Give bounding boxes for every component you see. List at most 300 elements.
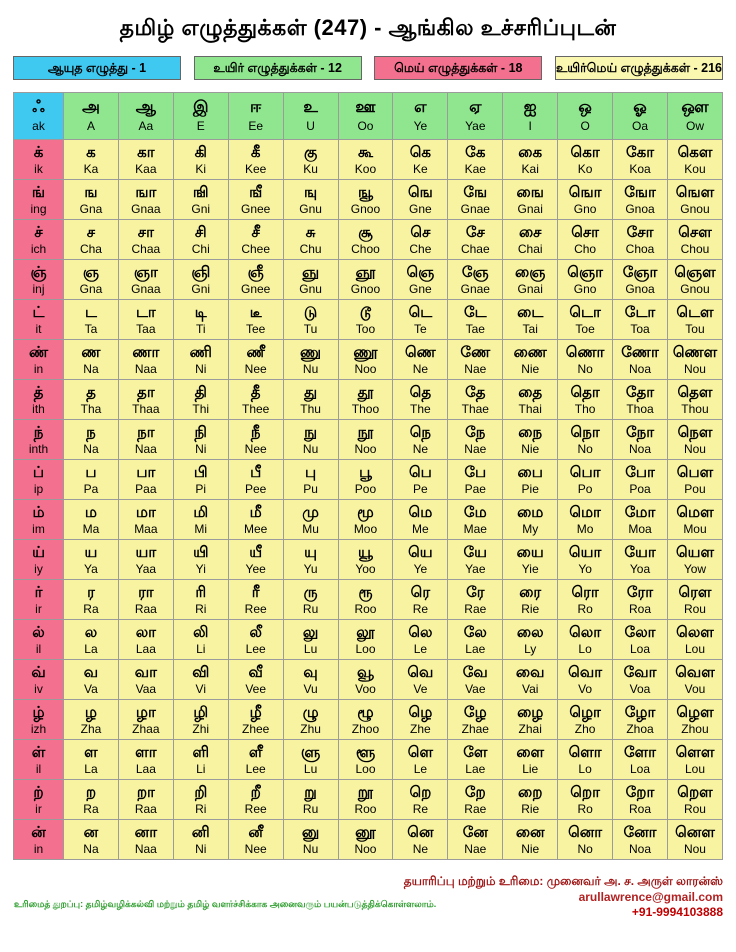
roman-transliteration: Naa (134, 362, 157, 377)
letter-cell (558, 700, 613, 740)
tamil-letter: ணொ (565, 343, 605, 361)
roman-transliteration: Vou (684, 682, 706, 697)
tamil-letter: ரொ (571, 583, 599, 601)
roman-transliteration: Gnee (240, 282, 271, 297)
vowel-header-cell (283, 93, 338, 140)
tamil-letter: ல (84, 623, 98, 641)
tamil-letter: ழு (302, 703, 319, 721)
roman-transliteration: Na (83, 442, 99, 457)
letter-cell (667, 780, 722, 820)
tamil-letter: க (86, 143, 96, 161)
letter-cell (558, 540, 613, 580)
vowel-header-cell (613, 93, 668, 140)
consonant-row (14, 540, 723, 580)
letter-cell (613, 580, 668, 620)
roman-transliteration: it (35, 322, 42, 337)
roman-transliteration: Ru (302, 602, 319, 617)
letter-cell (64, 260, 119, 300)
tamil-letter: லை (516, 623, 544, 641)
tamil-letter: கூ (357, 143, 373, 161)
letter-cell (338, 660, 393, 700)
tamil-letter: ளீ (248, 743, 263, 761)
roman-transliteration: in (33, 362, 44, 377)
letter-cell (283, 780, 338, 820)
roman-transliteration: Aa (138, 119, 154, 134)
roman-transliteration: ir (35, 802, 42, 817)
roman-transliteration: Zhe (410, 722, 431, 737)
letter-cell (667, 180, 722, 220)
letter-cell (228, 580, 283, 620)
tamil-letter: ஙா (135, 183, 157, 201)
tamil-letter: ஞீ (247, 263, 264, 281)
tamil-letter: ஙீ (249, 183, 263, 201)
tamil-letter: னூ (355, 823, 376, 841)
tamil-letter: மா (135, 503, 156, 521)
tamil-letter: மு (302, 503, 319, 521)
tamil-letter: நௌ (677, 423, 713, 441)
letter-cell (228, 540, 283, 580)
consonant-row (14, 620, 723, 660)
tamil-letter: ட (84, 303, 97, 321)
tamil-letter: ரீ (251, 583, 260, 601)
tamil-letter: வூ (357, 663, 374, 681)
roman-transliteration: Ki (195, 162, 207, 177)
letter-cell (613, 220, 668, 260)
roman-transliteration: Mee (244, 522, 268, 537)
tamil-letter: நு (304, 423, 318, 441)
tamil-letter: ழ (84, 703, 97, 721)
tamil-letter: ந் (33, 423, 44, 441)
letter-cell (558, 500, 613, 540)
letter-cell (338, 700, 393, 740)
vowel-header-cell (338, 93, 393, 140)
letter-cell (283, 300, 338, 340)
roman-transliteration: Zhae (461, 722, 489, 737)
letter-cell (448, 220, 503, 260)
vowel-header-cell (228, 93, 283, 140)
roman-transliteration: Choa (625, 242, 655, 257)
tamil-letter: தொ (570, 383, 600, 401)
consonant-header-cell (14, 620, 64, 660)
tamil-letter: வௌ (675, 663, 715, 681)
roman-transliteration: Thae (461, 402, 489, 417)
tamil-letter: னோ (623, 823, 657, 841)
tamil-letter: ல் (32, 623, 45, 641)
letter-cell (338, 300, 393, 340)
tamil-letter: றௌ (677, 783, 713, 801)
roman-transliteration: Rae (464, 602, 487, 617)
roman-transliteration: Ro (577, 602, 593, 617)
tamil-letter: ரு (303, 583, 318, 601)
letter-cell (393, 140, 448, 180)
tamil-letter: ழே (463, 703, 487, 721)
letter-cell (667, 300, 722, 340)
letter-cell (173, 380, 228, 420)
tamil-letter: இ (192, 99, 209, 117)
roman-transliteration: Vu (303, 682, 318, 697)
letter-cell (448, 820, 503, 860)
letter-cell (173, 220, 228, 260)
letter-cell (64, 180, 119, 220)
roman-transliteration: Kae (464, 162, 486, 177)
roman-transliteration: Zhaa (132, 722, 160, 737)
roman-transliteration: Gnee (240, 202, 271, 217)
roman-transliteration: Moo (353, 522, 378, 537)
roman-transliteration: Rou (683, 602, 706, 617)
roman-transliteration: A (86, 119, 95, 134)
tamil-letter: ஙை (516, 183, 544, 201)
roman-transliteration: Ra (83, 802, 99, 817)
letter-cell (228, 740, 283, 780)
roman-transliteration: Rie (521, 802, 540, 817)
letter-cell (118, 540, 173, 580)
roman-transliteration: Voo (355, 682, 376, 697)
roman-transliteration: Vee (245, 682, 267, 697)
tamil-letter: ஞெ (406, 263, 435, 281)
roman-transliteration: Roa (629, 602, 652, 617)
tamil-letter: சை (518, 223, 542, 241)
tamil-letter: மூ (357, 503, 374, 521)
tamil-letter: டொ (569, 303, 601, 321)
roman-transliteration: Gni (191, 282, 211, 297)
roman-transliteration: Gnou (680, 282, 710, 297)
tamil-letter: டா (135, 303, 156, 321)
tamil-letter: ப் (32, 463, 45, 481)
letter-cell (228, 260, 283, 300)
consonant-row (14, 660, 723, 700)
letter-cell (613, 140, 668, 180)
roman-transliteration: Rae (464, 802, 487, 817)
roman-transliteration: Nae (464, 442, 487, 457)
roman-transliteration: La (84, 642, 98, 657)
letter-cell (118, 260, 173, 300)
letter-cell (448, 340, 503, 380)
roman-transliteration: Nu (302, 362, 319, 377)
roman-transliteration: Choo (351, 242, 380, 257)
tamil-letter: வ (83, 663, 99, 681)
letter-cell (667, 340, 722, 380)
consonant-row (14, 700, 723, 740)
letter-cell (118, 180, 173, 220)
roman-transliteration: Poa (629, 482, 651, 497)
footer-credit-line: தயாரிப்பு மற்றும் உரிமை: முனைவர் அ. ச. அருள் லாரன்ஸ் (403, 874, 723, 888)
letter-cell (64, 620, 119, 660)
letter-cell (393, 660, 448, 700)
roman-transliteration: Zhou (681, 722, 709, 737)
letter-cell (503, 380, 558, 420)
roman-transliteration: Gnae (460, 202, 490, 217)
roman-transliteration: Taa (136, 322, 156, 337)
tamil-letter: வா (134, 663, 157, 681)
letter-cell (173, 180, 228, 220)
letter-cell (448, 620, 503, 660)
consonant-row (14, 420, 723, 460)
letter-cell (558, 420, 613, 460)
roman-transliteration: Nou (683, 362, 706, 377)
tamil-letter: டு (303, 303, 318, 321)
consonant-row (14, 820, 723, 860)
tamil-letter: மொ (569, 503, 601, 521)
letter-cell (448, 300, 503, 340)
consonant-header-cell (14, 500, 64, 540)
roman-transliteration: Ro (577, 802, 593, 817)
roman-transliteration: inj (32, 282, 45, 297)
tamil-letter: ஊ (355, 99, 376, 117)
tamil-letter: நோ (625, 423, 655, 441)
tamil-letter: நீ (250, 423, 261, 441)
tamil-letter: ளோ (624, 743, 657, 761)
tamil-letter: லௌ (676, 623, 714, 641)
letter-cell (173, 340, 228, 380)
letter-cell (338, 460, 393, 500)
letter-cell (558, 580, 613, 620)
roman-transliteration: Ne (412, 442, 429, 457)
tamil-letter: பூ (359, 463, 372, 481)
roman-transliteration: Ni (195, 362, 207, 377)
roman-transliteration: Kai (521, 162, 539, 177)
tamil-letter: மி (193, 503, 209, 521)
tamil-letter: டை (517, 303, 544, 321)
letter-cell (64, 460, 119, 500)
letter-cell (613, 380, 668, 420)
letter-cell (228, 380, 283, 420)
tamil-letter: கி (194, 143, 207, 161)
roman-transliteration: Gnai (517, 282, 543, 297)
roman-transliteration: Thi (192, 402, 210, 417)
roman-transliteration: No (577, 442, 593, 457)
letter-cell (283, 700, 338, 740)
letter-cell (448, 780, 503, 820)
roman-transliteration: Nee (244, 362, 267, 377)
tamil-letter: னி (191, 823, 210, 841)
letter-cell (448, 420, 503, 460)
tamil-letter: நொ (570, 423, 600, 441)
roman-transliteration: Re (412, 802, 429, 817)
roman-transliteration: U (306, 119, 315, 134)
tamil-letter: டௌ (676, 303, 714, 321)
letter-cell (613, 260, 668, 300)
tamil-letter: ஔ (681, 99, 709, 117)
letter-cell (64, 380, 119, 420)
tamil-letter: அ (82, 99, 100, 117)
roman-transliteration: Mae (463, 522, 487, 537)
roman-transliteration: Pi (195, 482, 207, 497)
roman-transliteration: Tee (245, 322, 266, 337)
consonant-header-cell (14, 420, 64, 460)
letter-cell (228, 420, 283, 460)
letter-cell (64, 700, 119, 740)
roman-transliteration: Re (412, 602, 429, 617)
roman-transliteration: Noo (354, 842, 377, 857)
tamil-letter: தெ (409, 383, 432, 401)
tamil-letter: ஙெ (407, 183, 433, 201)
letter-cell (118, 500, 173, 540)
letter-cell (393, 740, 448, 780)
letter-cell (338, 260, 393, 300)
roman-transliteration: ith (32, 402, 45, 417)
tamil-letter: பௌ (676, 463, 714, 481)
roman-transliteration: Yow (683, 562, 707, 577)
roman-transliteration: Vai (521, 682, 539, 697)
tamil-letter: ஙோ (624, 183, 656, 201)
roman-transliteration: Ko (577, 162, 593, 177)
roman-transliteration: The (410, 402, 431, 417)
tamil-letter: ச (86, 223, 96, 241)
tamil-letter: த் (33, 383, 44, 401)
tamil-letter: ரை (519, 583, 542, 601)
letter-cell (558, 780, 613, 820)
letter-cell (503, 340, 558, 380)
tamil-letter: சு (305, 223, 316, 241)
roman-transliteration: Gnai (517, 202, 543, 217)
consonant-header-cell (14, 740, 64, 780)
roman-transliteration: izh (30, 722, 47, 737)
tamil-letter: வ் (31, 663, 46, 681)
roman-transliteration: Ra (83, 602, 99, 617)
letter-cell (338, 580, 393, 620)
roman-transliteration: Laa (135, 762, 156, 777)
roman-transliteration: Pae (464, 482, 486, 497)
roman-transliteration: Ly (524, 642, 537, 657)
tamil-letter: நை (518, 423, 543, 441)
consonant-row (14, 580, 723, 620)
roman-transliteration: Yi (195, 562, 206, 577)
tamil-letter: ஞ் (30, 263, 47, 281)
tamil-letter: பா (136, 463, 156, 481)
roman-transliteration: Gnou (680, 202, 710, 217)
letter-cell (558, 140, 613, 180)
letter-cell (393, 460, 448, 500)
tamil-letter: ன் (31, 823, 46, 841)
letter-cell (393, 420, 448, 460)
tamil-letter: ஃ (32, 99, 45, 117)
roman-transliteration: Yoa (629, 562, 651, 577)
tamil-letter: ண் (28, 343, 49, 361)
letter-cell (64, 740, 119, 780)
letter-cell (393, 500, 448, 540)
roman-transliteration: ip (33, 482, 44, 497)
letter-cell (613, 540, 668, 580)
roman-transliteration: inth (28, 442, 49, 457)
roman-transliteration: Laa (135, 642, 156, 657)
roman-transliteration: Yee (245, 562, 266, 577)
consonant-row (14, 180, 723, 220)
tamil-letter: வொ (568, 663, 603, 681)
letter-cell (393, 220, 448, 260)
tamil-letter: ழா (135, 703, 156, 721)
roman-transliteration: Gnaa (131, 202, 161, 217)
letter-cell (667, 620, 722, 660)
tamil-letter: சீ (251, 223, 260, 241)
letter-cell (64, 820, 119, 860)
roman-transliteration: iy (34, 562, 43, 577)
tamil-letter: றெ (409, 783, 432, 801)
tamil-letter: தி (194, 383, 207, 401)
roman-transliteration: Tou (685, 322, 705, 337)
roman-transliteration: Too (355, 322, 376, 337)
roman-transliteration: Roo (354, 602, 377, 617)
tamil-letter: ணு (300, 343, 322, 361)
tamil-letter: கீ (250, 143, 261, 161)
roman-transliteration: Li (196, 762, 206, 777)
roman-transliteration: Rou (683, 802, 706, 817)
letter-cell (118, 700, 173, 740)
roman-transliteration: Ree (244, 602, 267, 617)
roman-transliteration: Noo (354, 362, 377, 377)
tamil-letter: நூ (357, 423, 374, 441)
roman-transliteration: Zhu (300, 722, 321, 737)
letter-cell (338, 540, 393, 580)
roman-transliteration: Gnu (299, 282, 322, 297)
tamil-letter: செ (410, 223, 431, 241)
letter-cell (338, 620, 393, 660)
tamil-letter: ழெ (408, 703, 433, 721)
letter-cell (118, 580, 173, 620)
roman-transliteration: Lae (465, 642, 486, 657)
consonant-header-cell (14, 780, 64, 820)
tamil-letter: ளௌ (675, 743, 715, 761)
letter-cell (558, 820, 613, 860)
roman-transliteration: Roa (629, 802, 652, 817)
tamil-letter: ஞூ (355, 263, 376, 281)
consonant-row (14, 220, 723, 260)
tamil-letter: ங் (31, 183, 46, 201)
tamil-letter: ஐ (523, 99, 537, 117)
tamil-letter: தா (137, 383, 155, 401)
tamil-letter: ளு (300, 743, 321, 761)
roman-transliteration: Chaa (131, 242, 161, 257)
roman-transliteration: Zho (574, 722, 596, 737)
consonant-header-cell (14, 820, 64, 860)
consonant-header-cell (14, 660, 64, 700)
tamil-letter: லா (135, 623, 156, 641)
roman-transliteration: Kou (684, 162, 706, 177)
roman-transliteration: Gnoo (350, 282, 381, 297)
vowel-header-cell (393, 93, 448, 140)
roman-transliteration: Ti (195, 322, 206, 337)
roman-transliteration: Ye (413, 119, 428, 134)
letter-cell (558, 660, 613, 700)
footer-disclaimer: உரிமைத் துறப்பு: தமிழ்வழிக்கல்வி மற்றும் தமிழ் வளர்ச்சிக்காக அனைவரும் பயன்படுத்திக்கொள்ளலாம். (14, 899, 437, 909)
letter-cell (558, 180, 613, 220)
letter-cell (558, 260, 613, 300)
tamil-letter: ழூ (357, 703, 374, 721)
roman-transliteration: La (84, 762, 98, 777)
roman-transliteration: ak (32, 119, 45, 134)
roman-transliteration: Te (414, 322, 427, 337)
roman-transliteration: Vae (465, 682, 486, 697)
tamil-letter: சூ (358, 223, 373, 241)
letter-cell (118, 820, 173, 860)
roman-transliteration: Lae (465, 762, 486, 777)
tamil-letter: யெ (408, 543, 433, 561)
roman-transliteration: Zha (80, 722, 102, 737)
roman-transliteration: Loo (355, 642, 376, 657)
consonant-header-cell (14, 700, 64, 740)
roman-transliteration: Tae (465, 322, 485, 337)
tamil-letter: யா (135, 543, 157, 561)
tamil-letter: ரா (138, 583, 154, 601)
roman-transliteration: E (196, 119, 205, 134)
roman-transliteration: Ya (84, 562, 98, 577)
letter-cell (503, 260, 558, 300)
tamil-letter: சே (465, 223, 485, 241)
tamil-letter: லோ (624, 623, 656, 641)
letter-cell (228, 340, 283, 380)
letter-cell (613, 340, 668, 380)
tamil-letter: ய் (32, 543, 45, 561)
letter-cell (503, 220, 558, 260)
